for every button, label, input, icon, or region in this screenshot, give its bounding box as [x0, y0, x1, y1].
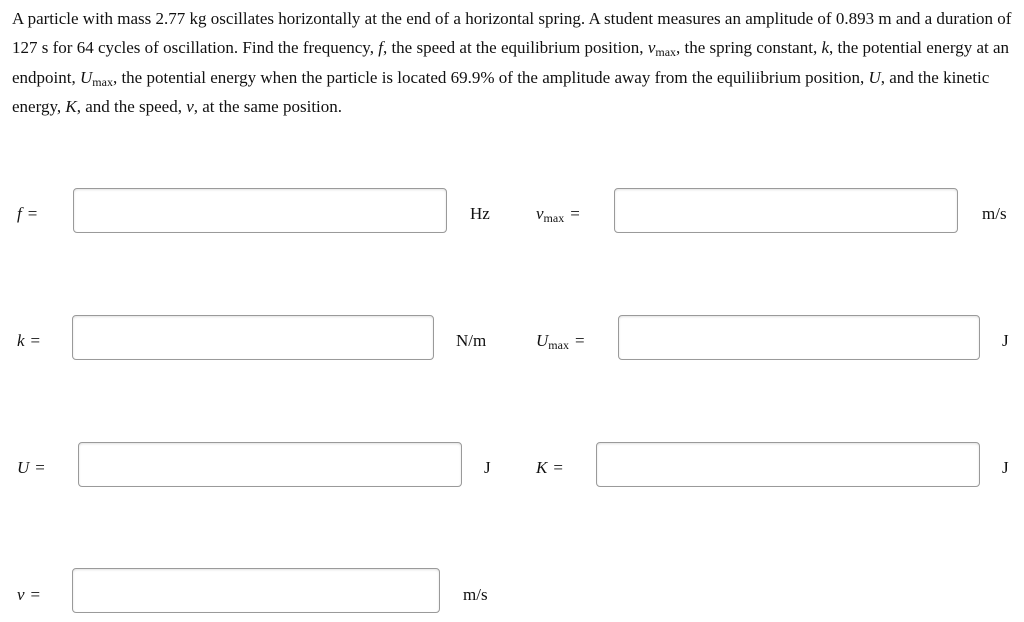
problem-statement: [12, 4, 1012, 121]
equals-sign: =: [35, 458, 45, 477]
var-vmax: v: [647, 38, 656, 58]
var-kin: K: [65, 96, 77, 116]
problem-text: , the potential energy at an endpoint,: [12, 38, 1010, 87]
vmax-subscript: max: [543, 211, 565, 225]
problem-text: , the speed at the equilibrium position,: [382, 38, 648, 58]
frequency-unit: Hz: [470, 204, 490, 223]
spring-constant-unit: N/m: [456, 331, 487, 350]
kinetic-energy-input[interactable]: [596, 442, 980, 487]
speed-label: [17, 585, 40, 605]
var-v: v: [186, 96, 194, 116]
var-k: k: [821, 38, 829, 58]
vmax-input[interactable]: [614, 188, 958, 233]
equals-sign: =: [553, 458, 563, 477]
kinetic-energy-unit: J: [1002, 458, 1009, 477]
problem-text: , the spring constant,: [676, 38, 822, 58]
var-u: U: [868, 67, 881, 87]
potential-energy-label: [17, 458, 45, 478]
umax-input[interactable]: [618, 315, 980, 360]
potential-energy-unit: J: [484, 458, 491, 477]
speed-var: v: [17, 585, 25, 604]
equals-sign: =: [30, 585, 41, 604]
umax-unit: J: [1002, 331, 1009, 350]
problem-text: A particle with mass 2.77 kg oscillates horizontally at the end of a horizontal spring. A student measures an amplitude of 0.893 m and a duration of 127 s for 64 cycles of oscillation. Find the frequency,: [12, 9, 1012, 58]
speed-input[interactable]: [72, 568, 440, 613]
subscript-max: max: [655, 45, 677, 60]
spring-constant-input[interactable]: [72, 315, 434, 360]
var-f: f: [378, 38, 383, 58]
problem-text: , and the kinetic energy,: [12, 67, 990, 116]
vmax-var: v: [536, 204, 544, 223]
var-umax: U: [80, 67, 93, 87]
vmax-label: [536, 204, 580, 224]
spring-constant-var: k: [17, 331, 25, 350]
frequency-var: f: [17, 204, 22, 223]
vmax-unit: m/s: [982, 204, 1007, 223]
problem-text: , the potential energy when the particle is located 69.9% of the amplitude away from the equiliibrium position,: [112, 67, 869, 87]
subscript-max: max: [92, 74, 113, 89]
umax-var: U: [536, 331, 549, 350]
potential-energy-var: U: [17, 458, 30, 477]
spring-constant-label: [17, 331, 40, 351]
speed-unit: m/s: [463, 585, 488, 604]
equals-sign: =: [30, 331, 41, 350]
umax-subscript: max: [548, 338, 569, 352]
equals-sign: =: [570, 204, 580, 223]
umax-label: [536, 331, 585, 351]
problem-text: , at the same position.: [193, 96, 343, 116]
equals-sign: =: [574, 331, 585, 350]
problem-text: , and the speed,: [76, 96, 187, 116]
equals-sign: =: [27, 204, 38, 223]
potential-energy-input[interactable]: [78, 442, 462, 487]
kinetic-energy-label: [536, 458, 563, 478]
frequency-input[interactable]: [73, 188, 447, 233]
kinetic-energy-var: K: [536, 458, 548, 477]
frequency-label: [17, 204, 37, 224]
